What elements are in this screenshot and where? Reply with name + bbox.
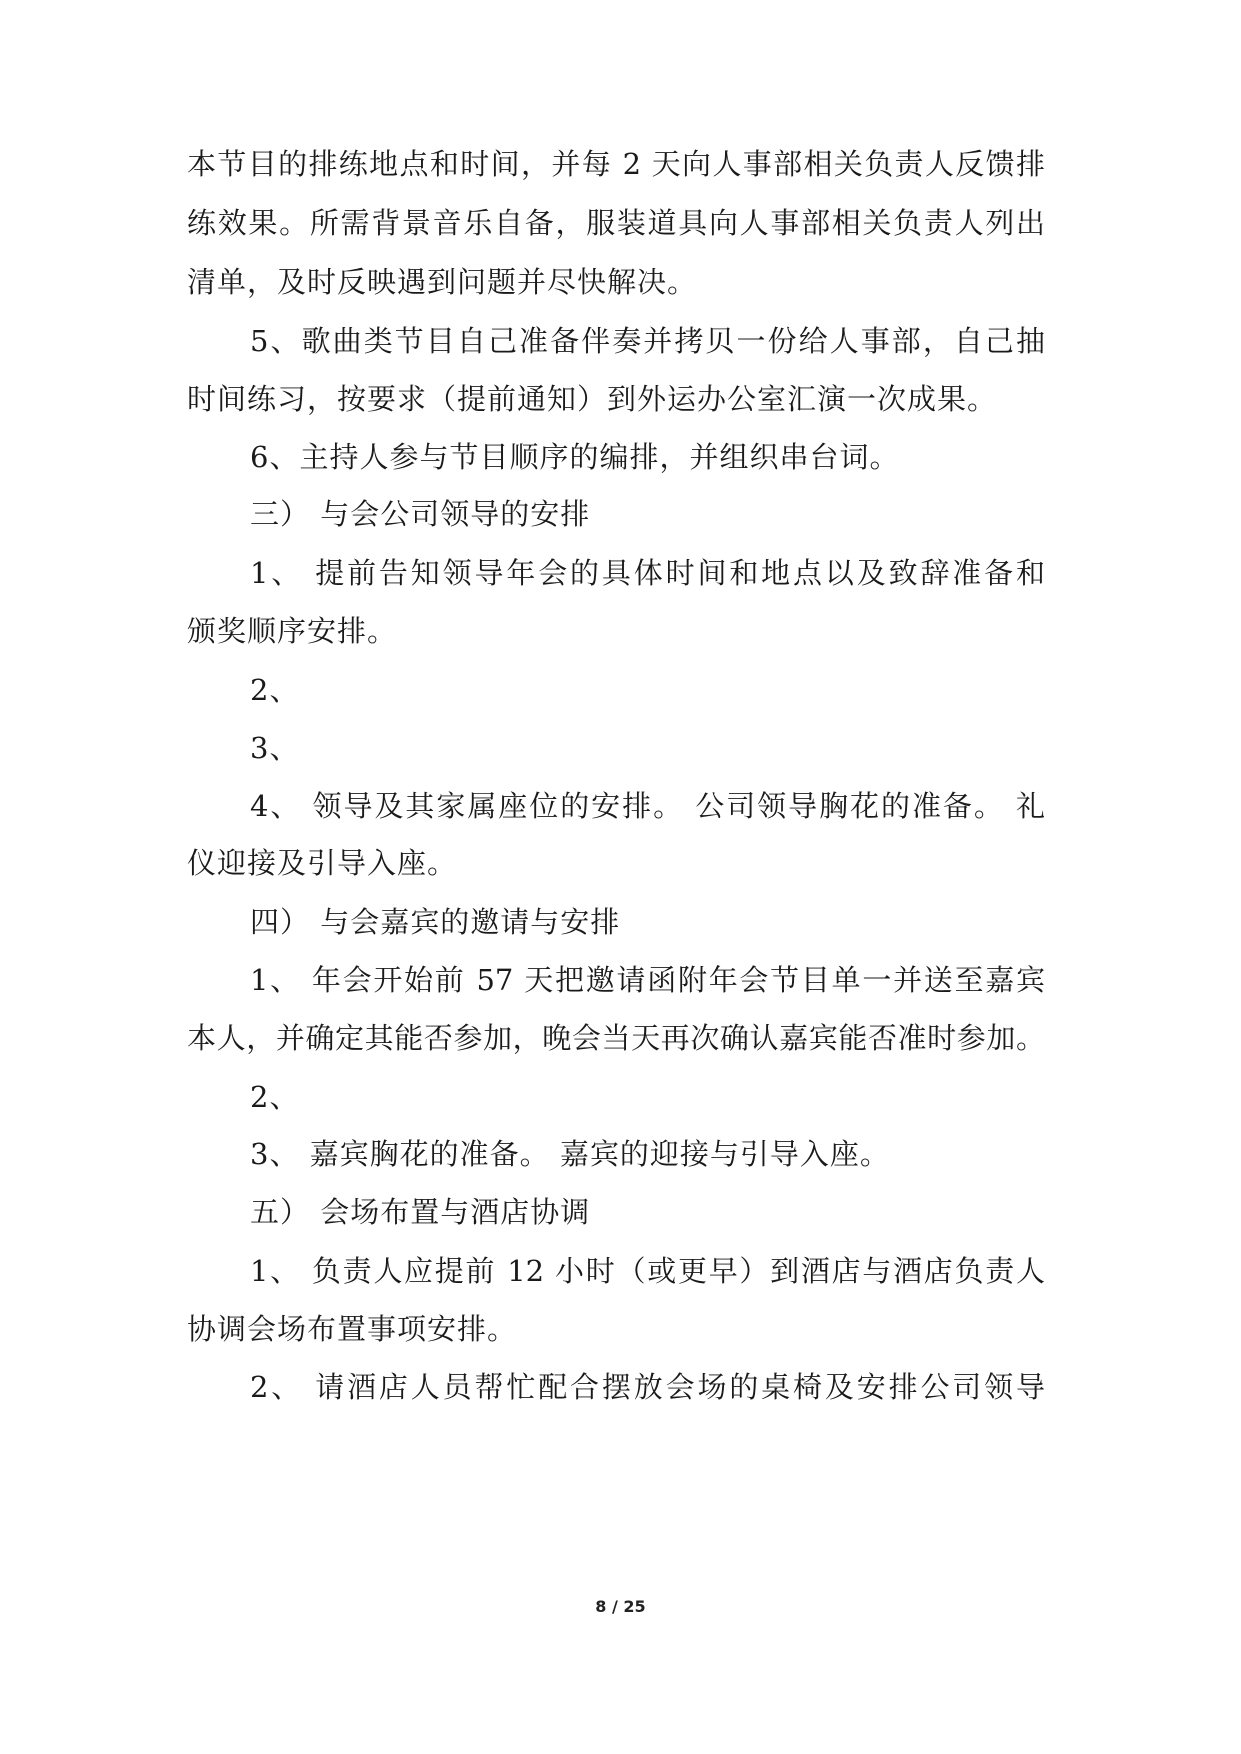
text-line: 仪迎接及引导入座。	[187, 846, 458, 880]
text-line: 清单，及时反映遇到问题并尽快解决。	[187, 265, 698, 299]
list-item: 2、	[250, 673, 300, 707]
list-item: 2、	[250, 1080, 300, 1114]
text-line: 练效果。所需背景音乐自备，服装道具向人事部相关负责人列出	[187, 206, 1045, 240]
text-line: 1、 年会开始前 57 天把邀请函附年会节目单一并送至嘉宾	[250, 963, 1045, 997]
text-line: 5、歌曲类节目自己准备伴奏并拷贝一份给人事部，自己抽	[250, 324, 1045, 358]
page-number: 8 / 25	[595, 1597, 646, 1616]
text-line: 颁奖顺序安排。	[187, 614, 398, 648]
list-item: 3、	[250, 731, 300, 765]
text-line: 3、 嘉宾胸花的准备。 嘉宾的迎接与引导入座。	[250, 1137, 890, 1171]
text-line: 2、 请酒店人员帮忙配合摆放会场的桌椅及安排公司领导	[250, 1370, 1045, 1404]
text-line: 本人，并确定其能否参加，晚会当天再次确认嘉宾能否准时参加。	[187, 1021, 1045, 1055]
text-line: 4、 领导及其家属座位的安排。 公司领导胸花的准备。 礼	[250, 789, 1045, 823]
text-line: 协调会场布置事项安排。	[187, 1312, 518, 1346]
text-line: 时间练习，按要求（提前通知）到外运办公室汇演一次成果。	[187, 382, 998, 416]
text-line: 本节目的排练地点和时间，并每 2 天向人事部相关负责人反馈排	[187, 147, 1045, 181]
section-heading: 三） 与会公司领导的安排	[250, 497, 591, 531]
text-line: 1、 负责人应提前 12 小时（或更早）到酒店与酒店负责人	[250, 1254, 1045, 1288]
text-line: 6、主持人参与节目顺序的编排，并组织串台词。	[250, 440, 900, 474]
section-heading: 四） 与会嘉宾的邀请与安排	[250, 905, 621, 939]
section-heading: 五） 会场布置与酒店协调	[250, 1195, 591, 1229]
text-line: 1、 提前告知领导年会的具体时间和地点以及致辞准备和	[250, 556, 1045, 590]
